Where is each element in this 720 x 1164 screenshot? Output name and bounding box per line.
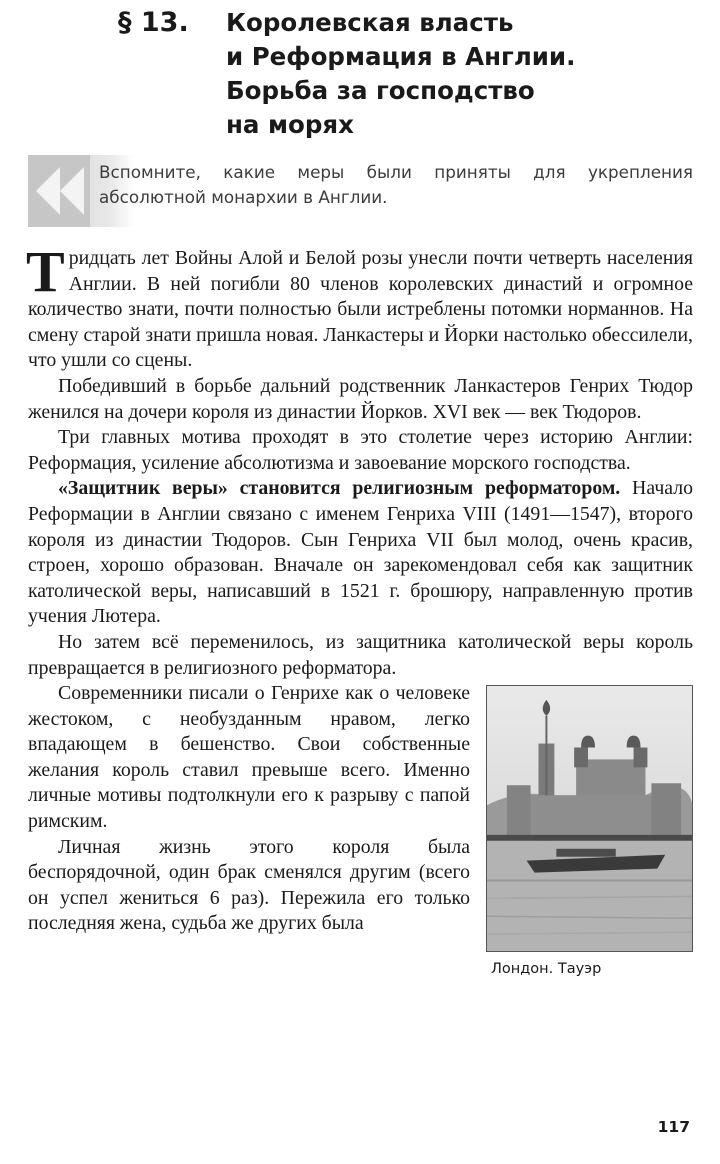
paragraph-text: Начало Реформации в Англии связано с именем Генриха VIII (1491—1547), второго короля из династии Тюдоров. Сын Генриха VII был молод, очень красив, строен, хорошо образован. Вначале он зарекомендовал себя как защитник католической веры, написавший в 1521 г. брошюру, направленную против учения Лютера. [28,477,693,628]
title-line: Королевская власть [226,8,514,37]
dropcap: Т [26,239,65,304]
paragraph: Личная жизнь этого короля была беспорядочной, один брак сменялся другим (всего он успел жениться 6 раз). Пережила его только последняя жена, судьба же других была [28,835,470,935]
paragraph: Современники писали о Генрихе как о человеке жестоком, с необузданным нравом, легко впадающем в бешенство. Свои собственные желания король ставил превыше всего. Именно личные мотивы подтолкнули его к разрыву с папой римским. [28,682,470,833]
paragraph: Победивший в борьбе дальний родственник Ланкастеров Генрих Тюдор женился на дочери короля из династии Йорков. XVI век — век Тюдоров. [28,374,693,423]
paragraph-text: ридцать лет Войны Алой и Белой розы унесли почти четверть населения Англии. В ней погибли 80 членов королевских династий и огромное количество знати, почти полностью были истреблены потомки норманнов. На смену старой знати пришла новая. Ланкастеры и Йорки настолько обессилели, что ушли со сцены. [28,247,693,372]
section-number: § 13. [118,7,189,38]
paragraph: Но затем всё переменилось, из защитника католической веры король превращается в религиозного реформатора. [28,630,693,679]
title-line: на морях [226,110,354,139]
subheading: «Защитник веры» становится религиозным реформатором. [58,477,621,500]
paragraph: Три главных мотива проходят в это столетие через историю Англии: Реформация, усиление абсолютизма и завоевание морского господства. [28,426,693,474]
rewind-double-chevron-icon [28,155,90,227]
main-text [26,239,693,1007]
figure [486,685,693,1007]
recall-line: абсолютной монархии в Англии. [99,187,388,207]
recall-question [99,160,693,210]
paragraph [28,476,693,630]
section-title [226,6,575,142]
title-line: и Реформация в Англии. [226,42,576,71]
page-number: 117 [657,1118,690,1136]
figure-caption: Лондон. Тауэр [491,961,602,978]
recall-line: Вспомните, какие меры были приняты для укрепления [99,162,693,182]
tower-of-london-photo [486,685,693,952]
paragraph [26,239,693,374]
title-line: Борьба за господство [226,76,535,105]
